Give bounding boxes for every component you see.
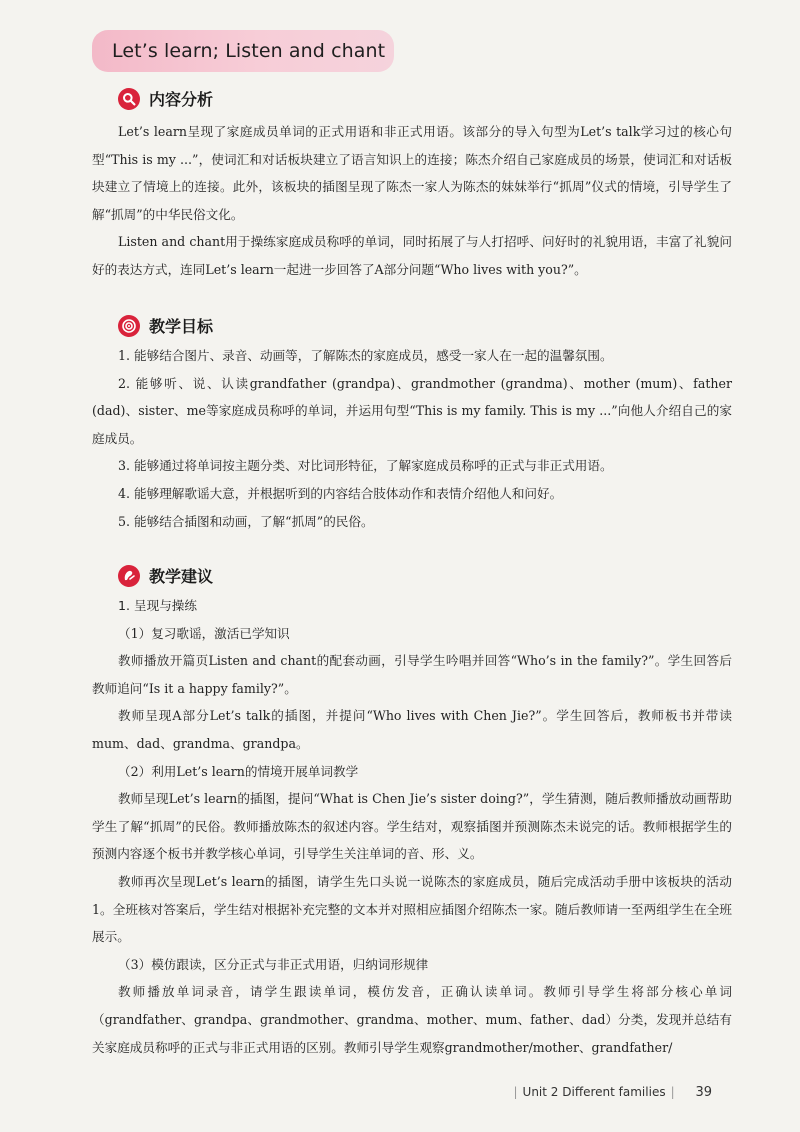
magnifier-icon bbox=[118, 88, 140, 110]
section-title: 教学建议 bbox=[149, 567, 214, 586]
subheading: （1）复习歌谣，激活已学知识 bbox=[118, 625, 290, 641]
goal-item: 2. 能够听、说、认读grandfather (grandpa)、grandmother (grandma)、mother (mum)、father (dad)、sister、me等家庭成员称呼的单词，并运用句型“This is my family. This is my ...”向他人介绍自己的家庭成员。 bbox=[92, 375, 732, 446]
section-body-content-analysis bbox=[92, 118, 732, 284]
goal-item: 4. 能够理解歌谣大意，并根据听到的内容结合肢体动作和表情介绍他人和问好。 bbox=[118, 485, 563, 501]
paragraph: 教师呈现A部分Let’s talk的插图，并提问“Who lives with Chen Jie?”。学生回答后，教师板书并带读mum、dad、grandma、grandpa。 bbox=[92, 708, 732, 751]
paragraph: Listen and chant用于操练家庭成员称呼的单词，同时拓展了与人打招呼、问好时的礼貌用语，丰富了礼貌问好的表达方式，连同Let’s learn一起进一步回答了A部分问题“Who lives with you?”。 bbox=[92, 234, 732, 277]
section-body-teaching-goals bbox=[92, 342, 732, 535]
section-body-teaching-suggestions bbox=[92, 592, 732, 1061]
unit-label: Unit 2 bbox=[522, 1085, 559, 1099]
section-title: 内容分析 bbox=[149, 90, 214, 109]
section-heading-content-analysis bbox=[118, 87, 213, 110]
goal-item: 5. 能够结合插图和动画，了解“抓周”的民俗。 bbox=[118, 513, 374, 529]
lesson-title-banner bbox=[92, 30, 394, 72]
goal-item: 1. 能够结合图片、录音、动画等，了解陈杰的家庭成员，感受一家人在一起的温馨氛围。 bbox=[118, 348, 613, 363]
section-heading-teaching-goals bbox=[118, 314, 213, 337]
paragraph: 教师播放开篇页Listen and chant的配套动画，引导学生吟唱并回答“Who’s in the family?”。学生回答后教师追问“Is it a happy family?”。 bbox=[92, 653, 732, 696]
page-number: 39 bbox=[695, 1085, 712, 1100]
subheading: （3）模仿跟读，区分正式与非正式用语，归纳词形规律 bbox=[118, 956, 429, 972]
target-icon bbox=[118, 315, 140, 337]
section-heading-teaching-suggestions bbox=[118, 564, 213, 587]
section-title: 教学目标 bbox=[149, 317, 214, 336]
lesson-title: Let’s learn; Listen and chant bbox=[112, 40, 386, 62]
subheading: （2）利用Let’s learn的情境开展单词教学 bbox=[118, 763, 359, 779]
hand-icon bbox=[118, 565, 140, 587]
paragraph: 教师再次呈现Let’s learn的插图，请学生先口头说一说陈杰的家庭成员，随后完成活动手册中该板块的活动1。全班核对答案后，学生结对根据补充完整的文本并对照相应插图介绍陈杰一家。随后教师请一至两组学生在全班展示。 bbox=[92, 873, 732, 945]
goal-item: 3. 能够通过将单词按主题分类、对比词形特征，了解家庭成员称呼的正式与非正式用语。 bbox=[118, 458, 613, 474]
unit-title: Different families bbox=[562, 1085, 666, 1099]
paragraph: 教师呈现Let’s learn的插图，提问“What is Chen Jie’s sister doing?”，学生猜测，随后教师播放动画帮助学生了解“抓周”的民俗。教师播放陈杰的叙述内容。学生结对，观察插图并预测陈杰未说完的话。教师根据学生的预测内容逐个板书并教学核心单词，引导学生关注单词的音、形、义。 bbox=[92, 791, 732, 862]
paragraph: Let’s learn呈现了家庭成员单词的正式用语和非正式用语。该部分的导入句型为Let’s talk学习过的核心句型“This is my ...”，使词汇和对话板块建立了语言知识上的连接；陈杰介绍自己家庭成员的场景，使词汇和对话板块建立了情境上的连接。此外，该板块的插图呈现了陈杰一家人为陈杰的妹妹举行“抓周”仪式的情境，引导学生了解“抓周”的中华民俗文化。 bbox=[92, 124, 732, 222]
subheading: 1. 呈现与操练 bbox=[118, 598, 197, 613]
page-footer: | Unit 2 Different families | 39 bbox=[513, 1085, 712, 1100]
paragraph: 教师播放单词录音，请学生跟读单词，模仿发音，正确认读单词。教师引导学生将部分核心单词（grandfather、grandpa、grandmother、grandma、mother、mum、father、dad）分类，发现并总结有关家庭成员称呼的正式与非正式用语的区别。教师引导学生观察grandmother/mother、grandfather/ bbox=[92, 984, 732, 1055]
